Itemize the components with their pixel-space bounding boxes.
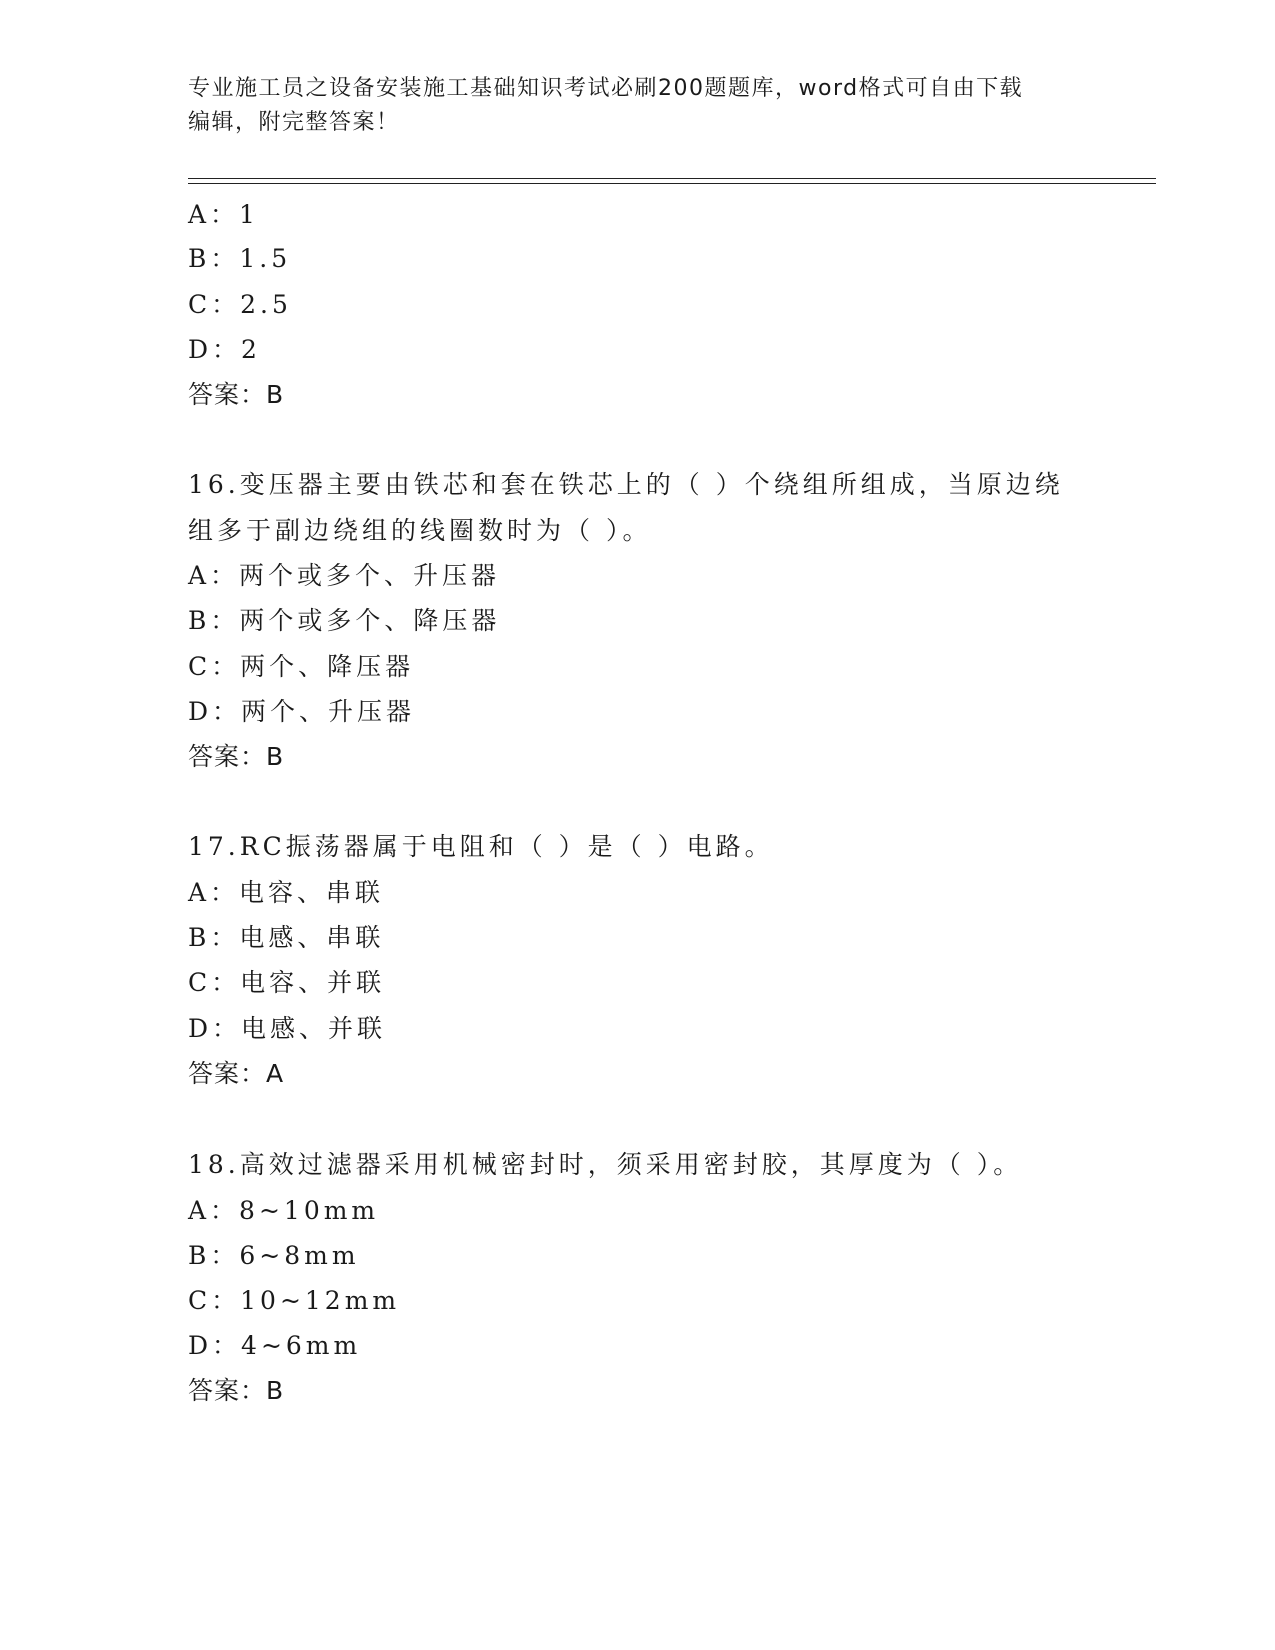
q16-answer: 答案：B bbox=[188, 742, 285, 771]
q15-option-d: D：2 bbox=[188, 335, 261, 364]
q16-option-c: C：两个、降压器 bbox=[188, 652, 415, 681]
q18-option-d: D：4~6mm bbox=[188, 1331, 362, 1360]
header-divider-bottom bbox=[188, 183, 1156, 184]
q15-option-c: C：2.5 bbox=[188, 290, 292, 319]
q17-option-d: D：电感、并联 bbox=[188, 1014, 387, 1043]
q18-answer: 答案：B bbox=[188, 1376, 285, 1405]
header-line-2: 编辑，附完整答案！ bbox=[188, 110, 400, 135]
q17-option-c: C：电容、并联 bbox=[188, 968, 386, 997]
q18-option-b: B：6~8mm bbox=[188, 1241, 360, 1270]
header-line-1: 专业施工员之设备安装施工基础知识考试必刷200题题库，word格式可自由下载 bbox=[188, 76, 1024, 101]
q16-option-a: A：两个或多个、升压器 bbox=[188, 561, 501, 590]
q16-stem-line-2: 组多于副边绕组的线圈数时为（ ）。 bbox=[188, 516, 652, 545]
q15-option-a: A：1 bbox=[188, 200, 259, 229]
q18-option-c: C：10~12mm bbox=[188, 1286, 401, 1315]
q18-option-a: A：8~10mm bbox=[188, 1196, 380, 1225]
q16-option-b: B：两个或多个、降压器 bbox=[188, 606, 501, 635]
q15-answer: 答案：B bbox=[188, 380, 285, 409]
q17-answer: 答案：A bbox=[188, 1059, 285, 1088]
header-divider-top bbox=[188, 178, 1156, 179]
q15-option-b: B：1.5 bbox=[188, 244, 292, 273]
q17-option-a: A：电容、串联 bbox=[188, 878, 385, 907]
q16-option-d: D：两个、升压器 bbox=[188, 697, 416, 726]
q17-stem-line-1: 17.RC振荡器属于电阻和（ ）是（ ）电路。 bbox=[188, 832, 774, 861]
document-header bbox=[188, 72, 1068, 140]
q16-stem-line-1: 16.变压器主要由铁芯和套在铁芯上的（ ）个绕组所组成，当原边绕 bbox=[188, 470, 1064, 499]
q17-option-b: B：电感、串联 bbox=[188, 923, 385, 952]
q18-stem-line-1: 18.高效过滤器采用机械密封时，须采用密封胶，其厚度为（ ）。 bbox=[188, 1150, 1023, 1179]
